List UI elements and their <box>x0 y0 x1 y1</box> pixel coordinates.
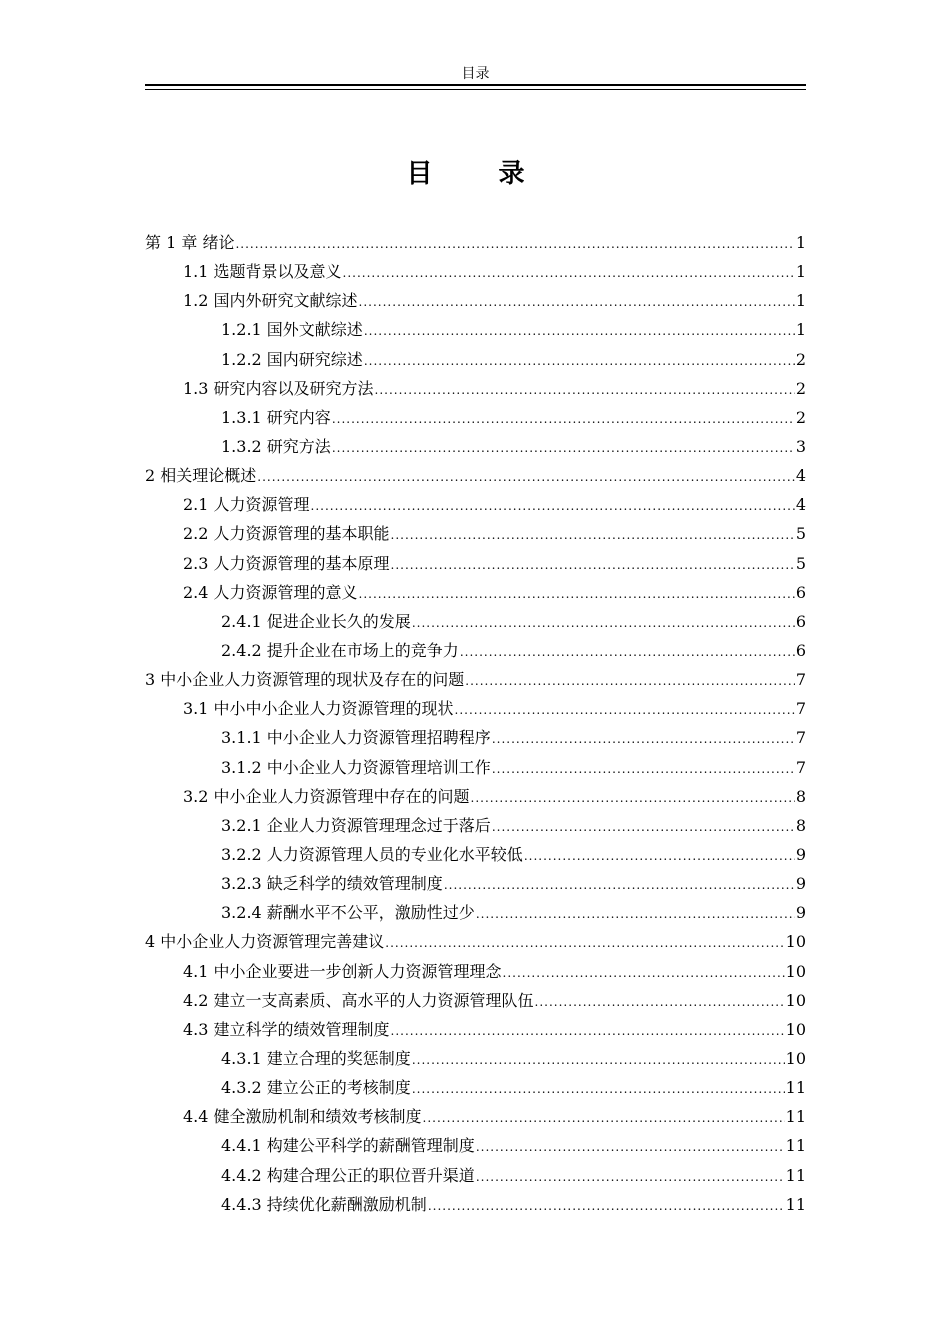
toc-dot-leader <box>391 521 795 550</box>
toc-entry-page-number: 4 <box>795 495 806 515</box>
toc-entry-page-number: 1 <box>795 233 806 252</box>
toc-entry-page-number: 2 <box>795 349 806 369</box>
toc-entry-label: 第 1 章 绪论 <box>145 233 235 252</box>
toc-entry[interactable] <box>145 1073 806 1102</box>
toc-dot-leader <box>391 551 795 580</box>
toc-entry-label: 2.4.1 促进企业长久的发展 <box>221 611 411 631</box>
toc-entry-label: 3.1 中小中小企业人力资源管理的现状 <box>183 699 454 719</box>
toc-entry[interactable] <box>145 840 806 869</box>
toc-dot-leader <box>359 580 795 609</box>
toc-entry-label: 1.3 研究内容以及研究方法 <box>183 378 374 398</box>
toc-entry-label: 2.2 人力资源管理的基本职能 <box>183 524 390 544</box>
toc-entry-label: 1.1 选题背景以及意义 <box>183 262 342 282</box>
toc-dot-leader <box>364 347 795 376</box>
toc-entry-label: 3.2 中小企业人力资源管理中存在的问题 <box>183 786 470 806</box>
toc-dot-leader <box>364 317 795 346</box>
toc-entry[interactable] <box>145 927 806 956</box>
toc-entry[interactable] <box>145 403 806 432</box>
toc-entry[interactable] <box>145 694 806 723</box>
toc-dot-leader <box>412 609 795 638</box>
toc-entry-label: 4.4.2 构建合理公正的职位晋升渠道 <box>221 1165 475 1185</box>
toc-dot-leader <box>332 434 795 463</box>
toc-entry-label: 4.2 建立一支高素质、高水平的人力资源管理队伍 <box>183 990 534 1010</box>
toc-entry-page-number: 3 <box>795 436 806 456</box>
toc-entry[interactable] <box>145 432 806 461</box>
toc-entry[interactable] <box>145 1161 806 1190</box>
toc-entry-page-number: 9 <box>795 903 806 923</box>
toc-entry-label: 4.4.3 持续优化薪酬激励机制 <box>221 1194 427 1214</box>
toc-entry[interactable] <box>145 1044 806 1073</box>
toc-dot-leader <box>492 755 795 784</box>
toc-dot-leader <box>524 842 795 871</box>
toc-entry[interactable] <box>145 1102 806 1131</box>
toc-dot-leader <box>503 959 785 988</box>
toc-entry[interactable] <box>145 549 806 578</box>
toc-dot-leader <box>492 813 795 842</box>
toc-entry-label: 1.2.1 国外文献综述 <box>221 320 363 340</box>
toc-entry[interactable] <box>145 636 806 665</box>
table-of-contents <box>145 228 806 1219</box>
toc-dot-leader <box>412 1046 785 1075</box>
toc-entry-label: 4.3 建立科学的绩效管理制度 <box>183 1019 390 1039</box>
toc-dot-leader <box>235 230 794 259</box>
toc-entry-page-number: 6 <box>795 611 806 631</box>
toc-entry-page-number: 11 <box>785 1136 806 1156</box>
toc-entry-page-number: 6 <box>795 582 806 602</box>
toc-dot-leader <box>465 667 795 696</box>
header-double-rule <box>145 84 806 90</box>
toc-entry-page-number: 11 <box>785 1107 806 1127</box>
toc-entry[interactable] <box>145 782 806 811</box>
toc-dot-leader <box>428 1192 785 1221</box>
toc-entry[interactable] <box>145 461 806 490</box>
toc-entry-label: 3.2.4 薪酬水平不公平，激励性过少 <box>221 903 475 923</box>
toc-entry-page-number: 7 <box>795 670 806 690</box>
toc-entry-label: 2.1 人力资源管理 <box>183 495 310 515</box>
toc-dot-leader <box>257 463 795 492</box>
toc-entry-page-number: 5 <box>795 553 806 573</box>
toc-entry-label: 2.3 人力资源管理的基本原理 <box>183 553 390 573</box>
toc-dot-leader <box>359 288 795 317</box>
toc-entry-page-number: 10 <box>785 1019 806 1039</box>
toc-entry-label: 4.4.1 构建公平科学的薪酬管理制度 <box>221 1136 475 1156</box>
toc-dot-leader <box>476 1133 785 1162</box>
toc-dot-leader <box>375 376 795 405</box>
toc-entry[interactable] <box>145 345 806 374</box>
toc-dot-leader <box>455 696 795 725</box>
toc-entry[interactable] <box>145 315 806 344</box>
toc-entry-label: 3.2.2 人力资源管理人员的专业化水平较低 <box>221 844 523 864</box>
toc-entry[interactable] <box>145 578 806 607</box>
toc-entry-page-number: 8 <box>795 815 806 835</box>
toc-entry[interactable] <box>145 1015 806 1044</box>
toc-entry[interactable] <box>145 228 806 257</box>
page-title: 目 录 <box>406 159 545 189</box>
toc-entry-label: 2.4 人力资源管理的意义 <box>183 582 358 602</box>
toc-entry[interactable] <box>145 898 806 927</box>
toc-entry[interactable] <box>145 257 806 286</box>
toc-dot-leader <box>391 1017 785 1046</box>
toc-entry[interactable] <box>145 607 806 636</box>
running-header: 目录 <box>461 66 490 82</box>
toc-entry-page-number: 2 <box>795 407 806 427</box>
toc-dot-leader <box>471 784 795 813</box>
toc-entry-page-number: 5 <box>795 524 806 544</box>
toc-entry[interactable] <box>145 811 806 840</box>
toc-entry-label: 4.1 中小企业要进一步创新人力资源管理理念 <box>183 961 502 981</box>
toc-entry-label: 4.3.2 建立公正的考核制度 <box>221 1078 411 1098</box>
toc-entry-page-number: 1 <box>795 262 806 282</box>
toc-dot-leader <box>311 492 795 521</box>
toc-entry-page-number: 2 <box>795 378 806 398</box>
toc-entry[interactable] <box>145 374 806 403</box>
toc-entry-page-number: 11 <box>785 1078 806 1098</box>
toc-entry-label: 2.4.2 提升企业在市场上的竞争力 <box>221 640 459 660</box>
toc-entry-label: 2 相关理论概述 <box>145 466 257 486</box>
toc-dot-leader <box>412 1075 785 1104</box>
toc-entry[interactable] <box>145 869 806 898</box>
toc-entry-page-number: 10 <box>785 990 806 1010</box>
toc-entry-page-number: 10 <box>785 961 806 981</box>
toc-entry-label: 3.1.1 中小企业人力资源管理招聘程序 <box>221 728 491 748</box>
toc-entry-page-number: 7 <box>795 728 806 748</box>
toc-entry[interactable] <box>145 519 806 548</box>
toc-entry-page-number: 6 <box>795 640 806 660</box>
toc-entry-page-number: 11 <box>785 1165 806 1185</box>
toc-dot-leader <box>476 1163 785 1192</box>
toc-dot-leader <box>332 405 795 434</box>
toc-dot-leader <box>460 638 795 667</box>
toc-entry-label: 3.1.2 中小企业人力资源管理培训工作 <box>221 757 491 777</box>
toc-entry-label: 3 中小企业人力资源管理的现状及存在的问题 <box>145 670 465 690</box>
toc-entry-label: 4 中小企业人力资源管理完善建议 <box>145 932 385 952</box>
toc-entry[interactable] <box>145 1190 806 1219</box>
toc-dot-leader <box>444 871 795 900</box>
toc-entry-page-number: 8 <box>795 786 806 806</box>
toc-entry-page-number: 9 <box>795 844 806 864</box>
toc-entry-label: 4.3.1 建立合理的奖惩制度 <box>221 1048 411 1068</box>
toc-entry[interactable] <box>145 723 806 752</box>
toc-entry-page-number: 9 <box>795 874 806 894</box>
toc-entry[interactable] <box>145 490 806 519</box>
toc-entry-label: 3.2.1 企业人力资源管理理念过于落后 <box>221 815 491 835</box>
toc-dot-leader <box>492 725 795 754</box>
toc-dot-leader <box>423 1104 785 1133</box>
toc-dot-leader <box>343 259 795 288</box>
toc-entry-page-number: 1 <box>795 291 806 311</box>
toc-entry-page-number: 7 <box>795 699 806 719</box>
toc-entry-label: 3.2.3 缺乏科学的绩效管理制度 <box>221 874 443 894</box>
toc-entry-page-number: 10 <box>785 1048 806 1068</box>
toc-entry-label: 4.4 健全激励机制和绩效考核制度 <box>183 1107 422 1127</box>
toc-entry-label: 1.3.2 研究方法 <box>221 436 331 456</box>
toc-entry-page-number: 4 <box>795 466 806 486</box>
toc-entry[interactable] <box>145 286 806 315</box>
toc-entry-label: 1.2.2 国内研究综述 <box>221 349 363 369</box>
toc-entry[interactable] <box>145 665 806 694</box>
toc-entry-page-number: 11 <box>785 1194 806 1214</box>
toc-entry-label: 1.2 国内外研究文献综述 <box>183 291 358 311</box>
toc-entry-page-number: 10 <box>785 932 806 952</box>
toc-entry-label: 1.3.1 研究内容 <box>221 407 331 427</box>
toc-entry[interactable] <box>145 753 806 782</box>
toc-dot-leader <box>535 988 785 1017</box>
toc-entry-page-number: 1 <box>795 320 806 340</box>
toc-dot-leader <box>476 900 795 929</box>
toc-entry[interactable] <box>145 1131 806 1160</box>
toc-dot-leader <box>385 929 784 958</box>
toc-entry[interactable] <box>145 986 806 1015</box>
toc-entry-page-number: 7 <box>795 757 806 777</box>
toc-entry[interactable] <box>145 957 806 986</box>
